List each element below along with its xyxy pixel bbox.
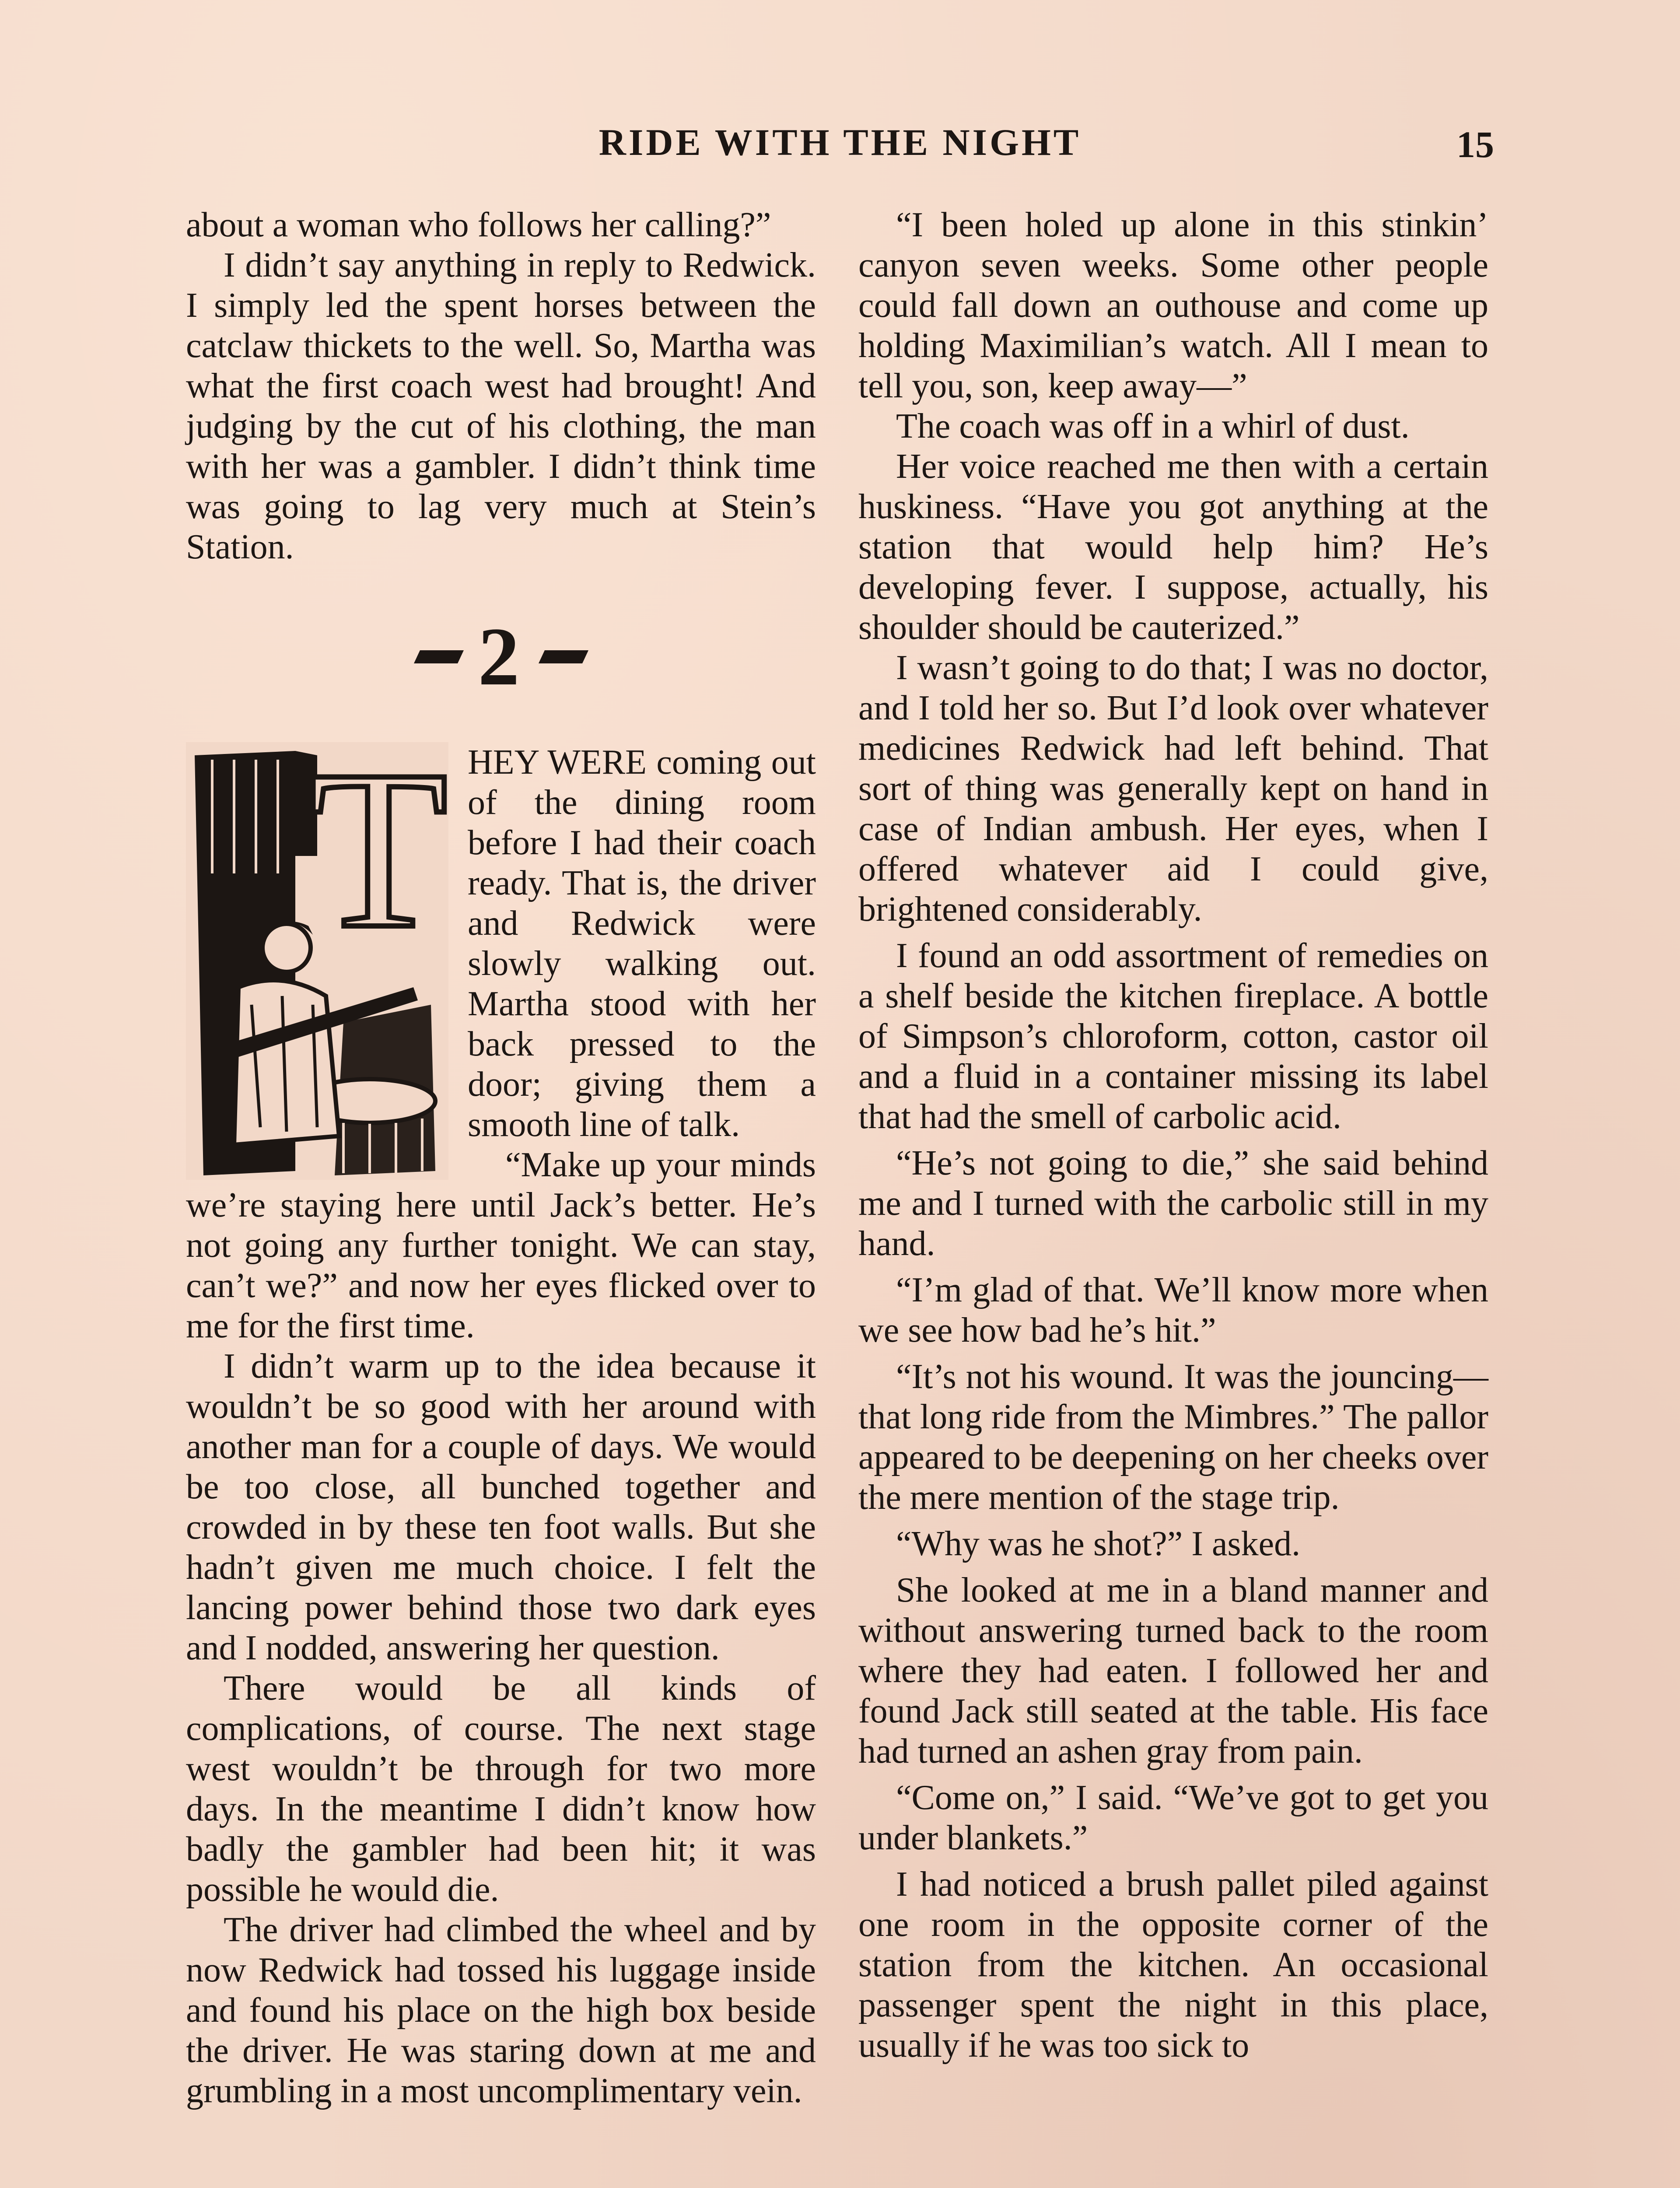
paragraph: I found an odd assortment of remedies on a shelf beside the kitchen fireplace. A bottle of Simpson’s chloroform, cotton, castor oil and a fluid in a container missing its label that had the smell of carbolic acid. — [858, 936, 1488, 1136]
dropcap-letter: T — [309, 742, 448, 975]
paragraph: I didn’t say anything in reply to Redwick. I simply led the spent horses between the catclaw thickets to the well. So, Martha was what the first coach west had brought! And judging by the cut of his clothing, the man with her was a gambler. I didn’t think time was going to lag very much at Stein’s Station. — [186, 246, 816, 566]
left-column — [186, 205, 816, 2111]
paragraph: “I’m glad of that. We’ll know more when we see how bad he’s hit.” — [858, 1271, 1488, 1350]
paragraph: “Why was he shot?” I asked. — [896, 1525, 1301, 1563]
paragraph: Her voice reached me then with a certain huskiness. “Have you got anything at the station that would help him? He’s developing fever. I suppose, actually, his shoulder should be cauterized.” — [858, 447, 1488, 647]
chapter-heading — [186, 613, 816, 701]
chapter-dash-left — [414, 650, 464, 663]
paragraph: about a woman who follows her calling?” — [186, 206, 771, 244]
right-column — [858, 205, 1488, 2065]
paragraph-opening: HEY WERE coming out of the dining room before I had their coach ready. That is, the driver and Redwick were slowly walking out. Martha stood with her back pressed to the door; giving them a smooth line of talk. — [468, 743, 816, 1144]
paragraph: The coach was off in a whirl of dust. — [896, 407, 1410, 445]
paragraph: I wasn’t going to do that; I was no doctor, and I told her so. But I’d look over whatever medicines Redwick had left behind. That sort of thing was generally kept on hand in case of Indian ambush. Her eyes, when I offered whatever aid I could give, brightened considerably. — [858, 649, 1488, 929]
running-header-title: RIDE WITH THE NIGHT — [598, 121, 1082, 163]
page-number: 15 — [1456, 123, 1494, 165]
paragraph: I didn’t warm up to the idea because it wouldn’t be so good with her around with another man for a couple of days. We would be too close, all bunched together and crowded in by these ten foot walls. But she hadn’t given me much choice. I felt the lancing power behind those two dark eyes and I nodded, answering her question. — [186, 1347, 816, 1667]
dropcap-illustration — [186, 742, 448, 1180]
paragraph: There would be all kinds of complications, of course. The next stage west wouldn’t be through for two more days. In the meantime I didn’t know how badly the gambler had been hit; it was possible he would die. — [186, 1669, 816, 1909]
paragraph: She looked at me in a bland manner and without answering turned back to the room where they had eaten. I followed her and found Jack still seated at the table. His face had turned an ashen gray from pain. — [858, 1571, 1488, 1771]
paragraph: “Come on,” I said. “We’ve got to get you under blankets.” — [858, 1778, 1488, 1857]
paragraph: The driver had climbed the wheel and by now Redwick had tossed his luggage inside and found his place on the high box beside the driver. He was staring down at me and grumbling in a most uncomplimentary vein. — [186, 1911, 816, 2110]
paragraph: “I been holed up alone in this stinkin’ canyon seven weeks. Some other people could fall down an outhouse and come up holding Maximilian’s watch. All I mean to tell you, son, keep away—” — [858, 206, 1488, 405]
paragraph: I had noticed a brush pallet piled against one room in the opposite corner of the station from the kitchen. An occasional passenger spent the night in this place, usually if he was too sick to — [858, 1865, 1488, 2065]
paragraph: “It’s not his wound. It was the jouncing—that long ride from the Mimbres.” The pallor appeared to be deepening on her cheeks over the mere mention of the stage trip. — [858, 1357, 1488, 1517]
chapter-dash-right — [539, 650, 588, 663]
chapter-number: 2 — [478, 611, 524, 703]
paragraph: “He’s not going to die,” she said behind me and I turned with the carbolic still in my hand. — [858, 1144, 1488, 1263]
paragraph: “Make up your minds we’re staying here until Jack’s better. He’s not going any further tonight. We can stay, can’t we?” and now her eyes flicked over to me for the first time. — [186, 1146, 816, 1345]
